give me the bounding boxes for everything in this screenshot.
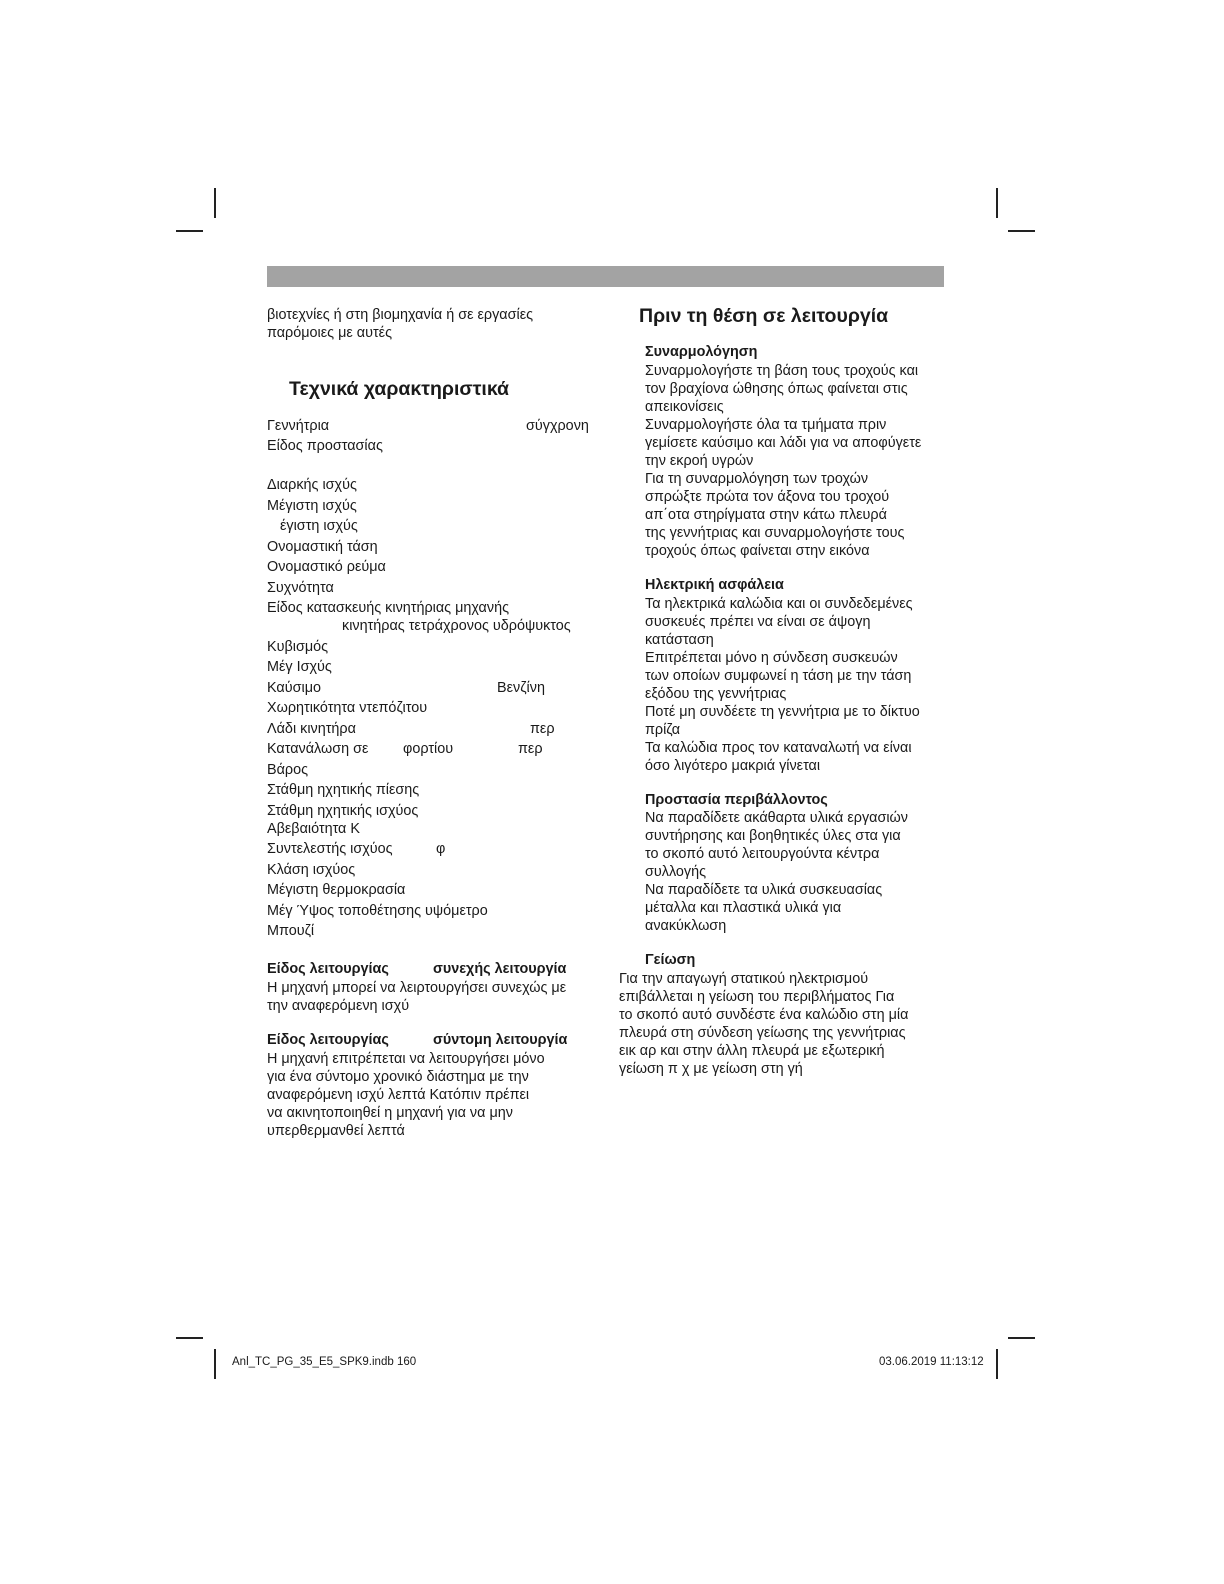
text-line: σπρώξτε πρώτα τον άξονα του τροχού (645, 489, 890, 505)
crop-mark-bottom-left-vertical (214, 1349, 216, 1379)
spec-label: Κυβισμός (267, 639, 329, 655)
tech-specs-title: Τεχνικά χαρακτηριστικά (289, 378, 510, 400)
grounding-text (619, 970, 908, 1078)
operation-mode-value: σύντομη λειτουργία (433, 1032, 568, 1048)
spec-label: Καύσιμο (267, 680, 321, 696)
operation-mode-text (267, 979, 566, 1015)
text-line: Τα ηλεκτρικά καλώδια και οι συνδεδεμένες (645, 596, 913, 612)
text-line: Συναρμολογήστε όλα τα τμήματα πριν (645, 417, 887, 433)
spec-value: Βενζίνη (497, 680, 545, 696)
crop-mark-bottom-left-horizontal (176, 1337, 203, 1339)
text-line: κατάσταση (645, 632, 714, 648)
footer-timestamp: 03.06.2019 11:13:12 (879, 1356, 984, 1368)
crop-mark-bottom-right-horizontal (1008, 1337, 1035, 1339)
spec-label: Λάδι κινητήρα (267, 721, 356, 737)
spec-label: Στάθμη ηχητικής ισχύος (267, 803, 419, 819)
crop-mark-top-right-vertical (996, 188, 998, 218)
spec-label: Ονομαστική τάση (267, 539, 378, 555)
operation-mode-text (267, 1050, 545, 1140)
operation-mode-label: Είδος λειτουργίας (267, 961, 389, 977)
text-line: γείωση π χ με γείωση στη γή (619, 1061, 803, 1077)
text-line: πρίζα (645, 722, 681, 738)
header-bar (267, 266, 944, 287)
text-line: γεμίσετε καύσιμο και λάδι για να αποφύγετε (645, 435, 922, 451)
spec-label: Μέγ Ισχύς (267, 659, 332, 675)
crop-mark-top-left-horizontal (176, 230, 203, 232)
text-line: Επιτρέπεται μόνο η σύνδεση συσκευών (645, 650, 898, 666)
spec-label: Ονομαστικό ρεύμα (267, 559, 386, 575)
spec-value: κινητήρας τετράχρονος υδρόψυκτος (342, 618, 571, 634)
spec-label: Χωρητικότητα ντεπόζιτου (267, 700, 428, 716)
environment-text (645, 809, 908, 935)
text-line: Τα καλώδια προς τον καταναλωτή να είναι (645, 740, 912, 756)
text-line: μέταλλα και πλαστικά υλικά για (645, 900, 842, 916)
text-line: Να παραδίδετε τα υλικά συσκευασίας (645, 882, 883, 898)
crop-mark-bottom-right-vertical (996, 1349, 998, 1379)
spec-label: Μέγιστη θερμοκρασία (267, 882, 406, 898)
text-line: αναφερόμενη ισχύ λεπτά Κατόπιν πρέπει (267, 1087, 530, 1103)
section-heading: Συναρμολόγηση (645, 344, 758, 360)
text-line: συλλογής (645, 864, 707, 880)
text-line: Συναρμολογήστε τη βάση τους τροχούς και (645, 363, 919, 379)
spec-label: Είδος κατασκευής κινητήριας μηχανής (267, 600, 510, 616)
text-line: το σκοπό αυτό συνδέστε ένα καλώδιο στη μία (619, 1007, 909, 1023)
section-heading: Ηλεκτρική ασφάλεια (645, 577, 784, 593)
text-line: το σκοπό αυτό λειτουργούντα κέντρα (645, 846, 880, 862)
text-line: Για την απαγωγή στατικού ηλεκτρισμού (619, 971, 869, 987)
spec-value: σύγχρονη (526, 418, 589, 434)
crop-mark-top-right-horizontal (1008, 230, 1035, 232)
spec-label: Μέγ Ύψος τοποθέτησης υψόμετρο (267, 903, 488, 919)
spec-label: Κλάση ισχύος (267, 862, 356, 878)
text-line: απεικονίσεις (645, 399, 724, 415)
text-line: της γεννήτριας και συναρμολογήστε τους (645, 525, 905, 541)
text-line: συσκευές πρέπει να είναι σε άψογη (645, 614, 871, 630)
spec-label: Κατανάλωση σε (267, 741, 369, 757)
text-line: για ένα σύντομο χρονικό διάστημα με την (267, 1069, 529, 1085)
before-use-title: Πριν τη θέση σε λειτουργία (639, 305, 889, 327)
spec-label: φορτίου (403, 741, 454, 757)
text-line: ανακύκλωση (645, 918, 727, 934)
intro-line: βιοτεχνίες ή στη βιομηχανία ή σε εργασίες (267, 307, 534, 323)
text-line: την αναφερόμενη ισχύ (267, 998, 410, 1014)
spec-label: Διαρκής ισχύς (267, 477, 357, 493)
spec-value: περ (518, 741, 543, 757)
footer-file-name: Anl_TC_PG_35_E5_SPK9.indb 160 (232, 1356, 417, 1368)
text-line: Ποτέ μη συνδέετε τη γεννήτρια με το δίκτυο (645, 704, 920, 720)
text-line: πλευρά στη σύνδεση γείωσης της γεννήτριας (619, 1025, 906, 1041)
spec-label: Γεννήτρια (267, 418, 330, 434)
spec-label: Είδος προστασίας (267, 438, 383, 454)
spec-label: φ (436, 841, 446, 857)
assembly-text (645, 362, 921, 560)
spec-label: Μέγιστη ισχύς (267, 498, 357, 514)
section-heading: Προστασία περιβάλλοντος (645, 792, 828, 808)
electric-safety-text (645, 595, 920, 775)
spec-label: Βάρος (267, 762, 309, 778)
spec-label: Συχνότητα (267, 580, 334, 596)
spec-label: Στάθμη ηχητικής πίεσης (267, 782, 420, 798)
text-line: τον βραχίονα ώθησης όπως φαίνεται στις (645, 381, 908, 397)
operation-mode-label: Είδος λειτουργίας (267, 1032, 389, 1048)
text-line: απ΄οτα στηρίγματα στην κάτω πλευρά (645, 507, 887, 523)
text-line: τροχούς όπως φαίνεται στην εικόνα (645, 543, 870, 559)
text-line: Να παραδίδετε ακάθαρτα υλικά εργασιών (645, 810, 908, 826)
text-line: την εκροή υγρών (645, 453, 754, 469)
text-line: Για τη συναρμολόγηση των τροχών (645, 471, 869, 487)
text-line: όσο λιγότερο μακριά γίνεται (645, 758, 821, 774)
intro-text (267, 306, 533, 342)
text-line: των οποίων συμφωνεί η τάση με την τάση (645, 668, 912, 684)
text-line: επιβάλλεται η γείωση του περιβλήματος Για (619, 989, 895, 1005)
text-line: Η μηχανή επιτρέπεται να λειτουργήσει μόνο (267, 1051, 545, 1067)
intro-line: παρόμοιες με αυτές (267, 325, 393, 341)
text-line: υπερθερμανθεί λεπτά (267, 1123, 405, 1139)
text-line: εικ αρ και στην άλλη πλευρά με εξωτερική (619, 1043, 885, 1059)
text-line: να ακινητοποιηθεί η μηχανή για να μην (267, 1105, 513, 1121)
spec-label: έγιστη ισχύς (280, 518, 358, 534)
operation-mode-value: συνεχής λειτουργία (433, 961, 567, 977)
crop-mark-top-left-vertical (214, 188, 216, 218)
text-line: συντήρησης και βοηθητικές ύλες στα για (645, 828, 901, 844)
spec-label: Αβεβαιότητα K (267, 821, 360, 837)
spec-value: περ (530, 721, 555, 737)
text-line: Η μηχανή μπορεί να λειρτουργήσει συνεχώς με (267, 980, 567, 996)
text-line: εξόδου της γεννήτριας (645, 686, 787, 702)
spec-label: Συντελεστής ισχύος (267, 841, 393, 857)
spec-label: Μπουζί (267, 923, 315, 939)
section-heading: Γείωση (645, 952, 696, 968)
